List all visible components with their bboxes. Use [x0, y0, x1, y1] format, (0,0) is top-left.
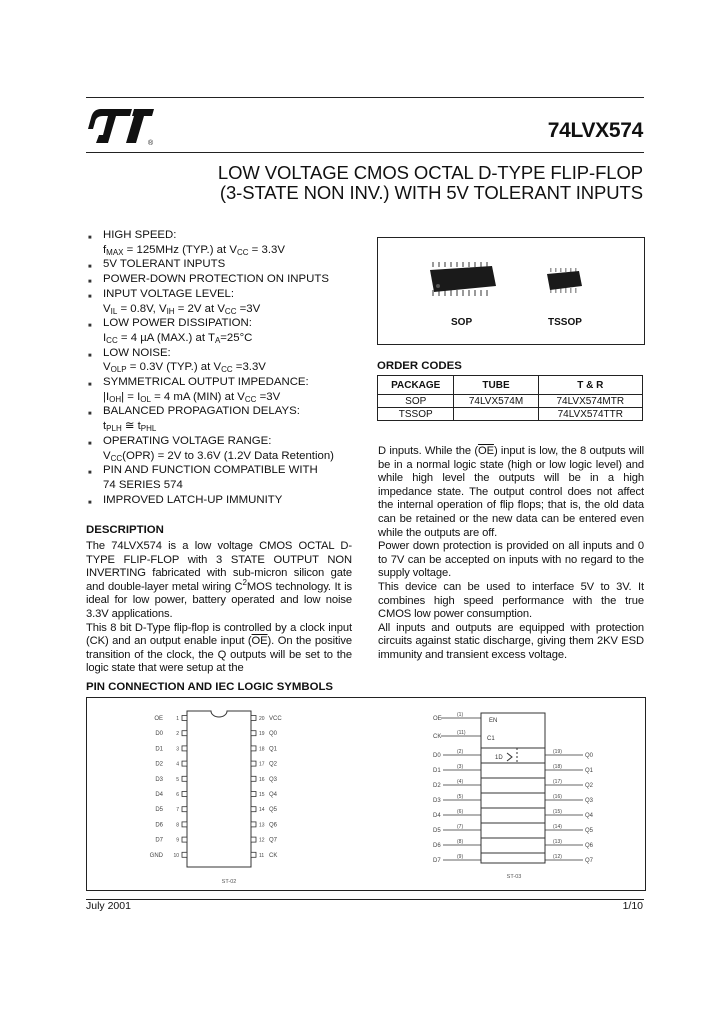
logic-d-label: D3 [433, 798, 441, 804]
dip-pin-number: 15 [259, 792, 265, 798]
footer-rule [86, 899, 644, 900]
dip-pin [251, 746, 256, 751]
description-paragraph-2: This 8 bit D-Type flip-flop is controlled by a clock input (CK) and an output enable input $(\overline{OE})$. On the positive transition of the clock, the Q outputs will be set to the logic state that were setup at the [86, 621, 352, 675]
dip-pin-number: 20 [259, 716, 265, 722]
dip-pin-label: GND [149, 852, 163, 859]
logic-d-label: D0 [433, 753, 441, 759]
registered-mark: ® [148, 140, 154, 147]
dip-pin [182, 746, 187, 751]
dip-pin-number: 13 [259, 822, 265, 829]
logic-pin-number: (16) [553, 794, 562, 800]
pin-connection-heading: PIN CONNECTION AND IEC LOGIC SYMBOLS [86, 681, 334, 693]
sop-package-image [426, 260, 498, 300]
dip-ic-outline [187, 711, 251, 867]
dip-pin-number: 11 [259, 852, 265, 859]
tssop-package-image [544, 266, 584, 296]
logic-d-label: D2 [433, 783, 441, 789]
pin-diagrams [87, 698, 645, 890]
dip-pin-number: 4 [176, 761, 179, 768]
document-title [83, 163, 643, 203]
dip-pin [251, 731, 256, 736]
logic-pin-number: (5) [457, 794, 464, 800]
dip-pin-number: 6 [176, 792, 179, 798]
dip-pin-number: 17 [259, 761, 265, 768]
dip-pin [251, 716, 256, 721]
dip-pin [251, 807, 256, 812]
dip-pin-label: VCC [269, 716, 282, 722]
table-row [378, 395, 643, 408]
dip-pin-label: D5 [155, 807, 163, 814]
logic-q-label: Q6 [585, 843, 594, 849]
logic-1d-label: 1D [495, 755, 503, 761]
table-cell: 74LVX574MTR [538, 395, 642, 408]
description-paragraph-1: The 74LVX574 is a low voltage CMOS OCTAL D-TYPE FLIP-FLOP with 3 STATE OUTPUT NON INVERTING fabricated with sub-micron silicon gate and double-layer metal wiring $C^2MOS$ technology. It is ideal for low power, battery operated and low noise 3.3V applications. [86, 540, 352, 620]
title-line-2: (3-STATE NON INV.) WITH 5V TOLERANT INPUTS [219, 182, 643, 203]
column-package: PACKAGE [378, 376, 454, 395]
table-cell: 74LVX574M [454, 395, 538, 408]
feature-input-voltage: ■ INPUT VOLTAGE LEVEL: $V_{IL} = 0.8V$, $V_{IH} = 2V$ at $V_{CC} =3V$ [88, 287, 261, 316]
order-codes-heading: ORDER CODES [377, 360, 462, 372]
dip-pin-label: D2 [155, 761, 163, 768]
logic-pin-number: (19) [553, 749, 562, 755]
logic-q-label: Q2 [585, 783, 594, 789]
dip-pin [251, 837, 256, 842]
logic-pin-number: (4) [457, 779, 464, 785]
dip-pin-number: 1 [176, 716, 179, 722]
dip-pin [251, 852, 256, 857]
dip-pin [182, 807, 187, 812]
logic-pin-number: (13) [553, 839, 562, 845]
dip-pin-number: 18 [259, 746, 265, 753]
feature-pin-compatible: ■ PIN AND FUNCTION COMPATIBLE WITH 74 SERIES 574 [88, 464, 318, 491]
dip-pin-number: 9 [176, 837, 179, 844]
description-paragraph-5: This device can be used to interface 5V to 3V. It combines high speed performance with the true CMOS low power consumption. [378, 580, 644, 621]
logic-c1-label: C1 [487, 736, 495, 742]
tssop-label: TSSOP [548, 317, 582, 328]
logic-input-label: OE [433, 716, 442, 722]
feature-low-noise: ■ LOW NOISE: $V_{OLP} = 0.3V$ (TYP.) at $V_{CC} =3.3V$ [88, 346, 266, 375]
feature-latch-up: ■ IMPROVED LATCH-UP IMMUNITY [88, 493, 283, 506]
description-right-column [378, 445, 644, 663]
logic-d-label: D1 [433, 768, 441, 774]
st-logo [86, 103, 158, 147]
dip-pin-number: 3 [176, 746, 179, 753]
sop-label: SOP [451, 317, 473, 328]
dip-pin [182, 792, 187, 797]
dip-pin-number: 14 [259, 807, 265, 814]
dip-pin-number: 5 [176, 776, 179, 783]
dip-pin-label: Q7 [269, 837, 278, 844]
dip-pin [182, 761, 187, 766]
dip-pin-label: Q0 [269, 731, 278, 738]
feature-power-down: ■ POWER-DOWN PROTECTION ON INPUTS [88, 273, 329, 286]
dip-pin-number: 12 [259, 837, 265, 844]
dip-pin [251, 822, 256, 827]
dip-pin-label: D1 [155, 746, 163, 753]
table-cell: TSSOP [378, 408, 454, 421]
dip-pin-label: D3 [155, 776, 163, 783]
dip-pin [182, 731, 187, 736]
dip-pin-label: Q4 [269, 792, 278, 798]
table-cell: SOP [378, 395, 454, 408]
feature-propagation-delays: ■ BALANCED PROPAGATION DELAYS: $t_{PLH}$ ≅ $t_{PHL}$ [88, 405, 300, 434]
dip-pin [182, 837, 187, 842]
logic-pin-number: (7) [457, 824, 464, 830]
logic-q-label: Q7 [585, 858, 594, 864]
table-header-row [378, 376, 643, 395]
dip-pin-label: CK [269, 852, 278, 859]
logic-en-label: EN [489, 718, 498, 724]
logic-input-label: CK [433, 734, 442, 740]
table-cell [454, 408, 538, 421]
dip-pin [182, 852, 187, 857]
feature-low-power: ■ LOW POWER DISSIPATION: $I_{CC} = 4$ µA (MAX.) at $T_A=25^\circ C$ [88, 317, 253, 345]
description-paragraph-4: Power down protection is provided on all inputs and 0 to 7V can be accepted on inputs with no regard to the supply voltage. [378, 540, 644, 580]
feature-list [86, 228, 376, 507]
dip-pin [251, 792, 256, 797]
column-tube: TUBE [454, 376, 538, 395]
feature-5v-tolerant: ■ 5V TOLERANT INPUTS [88, 258, 226, 271]
logic-pin-number: (8) [457, 839, 464, 845]
footer-date: July 2001 [86, 900, 131, 912]
logic-pin-number: (9) [457, 854, 464, 860]
feature-output-impedance: ■ SYMMETRICAL OUTPUT IMPEDANCE: $|I_{OH}| = I_{OL} = 4$ mA (MIN) at $V_{CC} =3V$ [88, 376, 309, 404]
dip-pin-label: Q3 [269, 776, 278, 783]
dip-pin [251, 776, 256, 781]
dip-pin-label: D4 [155, 792, 163, 798]
logic-d-label: D5 [433, 828, 441, 834]
ic-caption: ST-02 [221, 879, 237, 885]
dip-pin-label: D6 [155, 822, 163, 829]
dip-pin-number: 10 [173, 852, 179, 859]
feature-high-speed: ■ HIGH SPEED: $f_{MAX} = 125MHz$ (TYP.) at $V_{CC} = 3.3V$ [88, 229, 285, 257]
order-codes-table [377, 375, 643, 421]
dip-pin [182, 776, 187, 781]
description-paragraph-6: All inputs and outputs are equipped with protection circuits against static discharge, giving them 2KV ESD immunity and transient excess voltage. [378, 621, 644, 661]
footer-page: 1/10 [622, 900, 643, 912]
logic-pin-number: (12) [553, 854, 562, 860]
description-paragraph-3: D inputs. While the $(\overline{OE})$ input is low, the 8 outputs will be in a normal logic state (high or low logic level) and while high level the outputs will be in a high impedance state. The output control does not affect the internal operation of flip flops; that is, the old data can be retained or the new data can be entered even while the outputs are off. [378, 445, 644, 539]
logic-caption: ST-03 [506, 874, 522, 880]
top-rule [86, 97, 644, 98]
logic-pin-number: (14) [553, 824, 562, 830]
title-rule [86, 152, 644, 153]
description-left-column [86, 540, 352, 676]
logic-q-label: Q0 [585, 753, 594, 759]
title-line-1: LOW VOLTAGE CMOS OCTAL D-TYPE FLIP-FLOP [217, 162, 643, 183]
logic-d-label: D4 [433, 813, 441, 819]
dip-pin-number: 19 [259, 731, 265, 738]
logic-q-label: Q3 [585, 798, 594, 804]
logic-pin-number: (2) [457, 749, 464, 755]
logic-pin-number: (1) [457, 712, 464, 718]
part-number: 74LVX574 [547, 119, 643, 142]
dip-pin-label: Q2 [269, 761, 278, 768]
dip-pin-label: D0 [155, 731, 163, 738]
column-tape-reel: T & R [538, 376, 642, 395]
dip-pin-number: 2 [176, 731, 179, 738]
logic-pin-number: (18) [553, 764, 562, 770]
description-heading: DESCRIPTION [86, 524, 164, 536]
package-images [377, 237, 645, 345]
dip-pin-number: 7 [176, 807, 179, 814]
dip-pin [251, 761, 256, 766]
logic-pin-number: (11) [457, 730, 466, 736]
table-cell: 74LVX574TTR [538, 408, 642, 421]
logic-q-label: Q5 [585, 828, 594, 834]
logic-pin-number: (3) [457, 764, 464, 770]
dip-pin-number: 8 [176, 822, 179, 829]
logic-pin-number: (15) [553, 809, 562, 815]
dip-pin-label: OE [154, 716, 163, 722]
pin-connection-box [86, 697, 646, 891]
dip-pin [182, 716, 187, 721]
logic-pin-number: (6) [457, 809, 464, 815]
logic-d-label: D7 [433, 858, 441, 864]
dip-pin [182, 822, 187, 827]
logic-pin-number: (17) [553, 779, 562, 785]
feature-operating-voltage: ■ OPERATING VOLTAGE RANGE: $V_{CC}(OPR) = 2V$ to 3.6V (1.2V Data Retention) [88, 434, 334, 463]
dip-pin-label: Q1 [269, 746, 278, 753]
dip-pin-label: Q5 [269, 807, 278, 814]
table-row [378, 408, 643, 421]
dip-pin-number: 16 [259, 776, 265, 783]
logic-d-label: D6 [433, 843, 441, 849]
dip-pin-label: D7 [155, 837, 163, 844]
logic-q-label: Q4 [585, 813, 594, 819]
dip-pin-label: Q6 [269, 822, 278, 829]
logic-q-label: Q1 [585, 768, 594, 774]
